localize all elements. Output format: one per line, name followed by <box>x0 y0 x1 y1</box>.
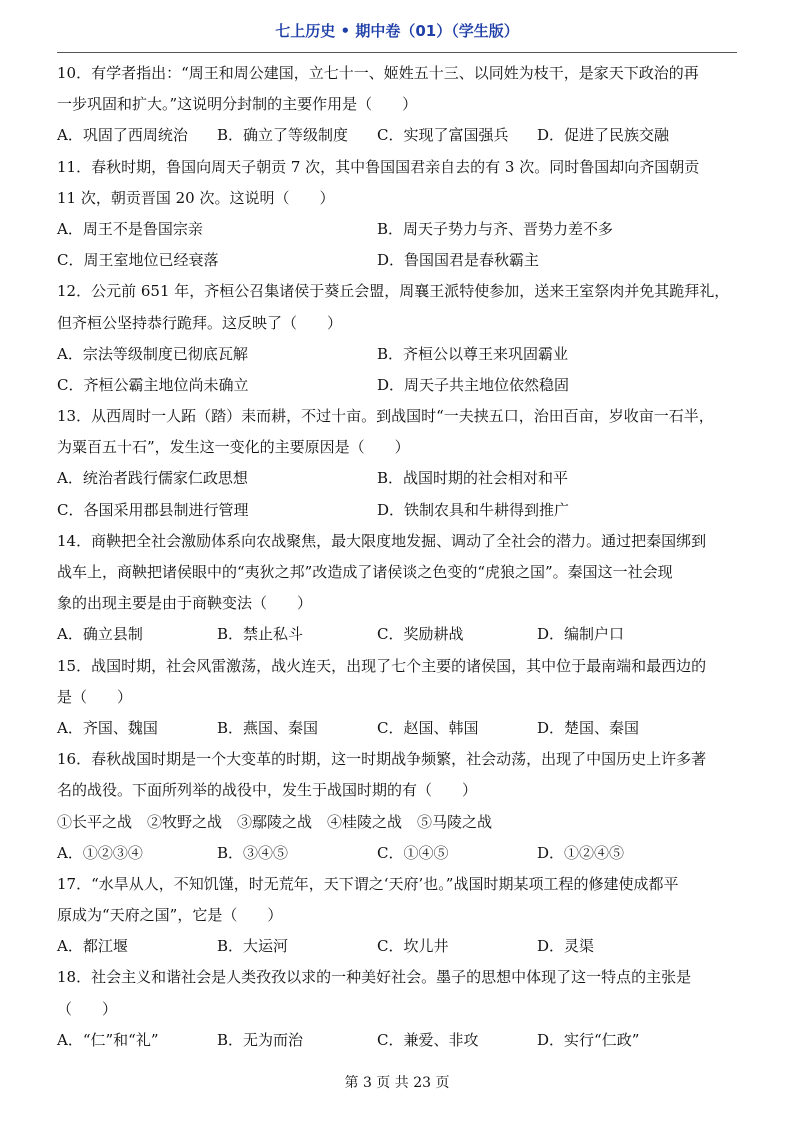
option-d: D．鲁国国君是春秋霸主 <box>377 251 540 270</box>
option-a: A．“仁”和“礼” <box>57 1030 159 1049</box>
question-11-options-row-2 <box>57 245 740 276</box>
option-b: B．周天子势力与齐、晋势力差不多 <box>377 219 614 238</box>
option-d: D．楚国、秦国 <box>537 718 640 737</box>
option-b: B．无为而治 <box>217 1030 304 1049</box>
question-12-options-row-1 <box>57 339 740 370</box>
page-header-title: 七上历史 • 期中卷（01）（学生版） <box>275 22 519 40</box>
option-b: B．齐桓公以尊王来巩固霸业 <box>377 344 569 363</box>
header-divider <box>57 52 737 53</box>
option-b: B．燕国、秦国 <box>217 718 319 737</box>
question-14-line-3: 象的出现主要是由于商鞅变法（ ） <box>57 594 313 613</box>
option-a: A．宗法等级制度已彻底瓦解 <box>57 344 248 363</box>
question-13-options-row-2 <box>57 495 740 526</box>
option-d: D．灵渠 <box>537 937 595 956</box>
option-a: A．确立县制 <box>57 625 143 644</box>
question-18-line-1: 18．社会主义和谐社会是人类孜孜以求的一种美好社会。墨子的思想中体现了这一特点的主张是 <box>57 968 692 987</box>
question-12-line-2: 但齐桓公坚持恭行跪拜。这反映了（ ） <box>57 313 343 332</box>
option-a: A．巩固了西周统治 <box>57 126 188 145</box>
question-17-line-1: 17．“水旱从人，不知饥馑，时无荒年，天下谓之‘天府’也。”战国时期某项工程的修建使成都平 <box>57 874 679 893</box>
question-13-line-1: 13．从西周时一人跖（踏）耒而耕，不过十亩。到战国时“一夫挟五口，治田百亩，岁收亩一石半， <box>57 407 714 426</box>
question-list <box>57 58 740 1056</box>
question-16-line-1: 16．春秋战国时期是一个大变革的时期，这一时期战争频繁，社会动荡，出现了中国历史上许多著 <box>57 750 707 769</box>
option-a: A．统治者践行儒家仁政思想 <box>57 469 248 488</box>
option-d: D．实行“仁政” <box>537 1030 640 1049</box>
option-b: B．确立了等级制度 <box>217 126 349 145</box>
option-d: D．铁制农具和牛耕得到推广 <box>377 500 570 519</box>
question-11-line-1: 11．春秋时期，鲁国向周天子朝贡 7 次，其中鲁国国君亲自去的有 3 次。同时鲁国却向齐国朝贡 <box>57 157 700 176</box>
option-c: C．奖励耕战 <box>377 625 464 644</box>
option-d: D．①②④⑤ <box>537 843 625 862</box>
question-18-line-2: （ ） <box>57 999 118 1018</box>
question-10-options <box>57 120 740 151</box>
question-18-options <box>57 1025 740 1056</box>
option-b: B．禁止私斗 <box>217 625 304 644</box>
option-a: A．①②③④ <box>57 843 143 862</box>
question-14-options <box>57 619 740 650</box>
option-d: D．编制户口 <box>537 625 625 644</box>
option-c: C．①④⑤ <box>377 843 449 862</box>
question-11-options-row-1 <box>57 214 740 245</box>
question-16-line-3: ①长平之战 ②牧野之战 ③鄢陵之战 ④桂陵之战 ⑤马陵之战 <box>57 812 493 831</box>
option-a: A．齐国、魏国 <box>57 718 158 737</box>
option-a: A．都江堰 <box>57 937 128 956</box>
question-15-line-1: 15．战国时期，社会风雷激荡，战火连天，出现了七个主要的诸侯国，其中位于最南端和最西边的 <box>57 656 707 675</box>
question-12-line-1: 12．公元前 651 年，齐桓公召集诸侯于葵丘会盟，周襄王派特使参加，送来王室祭肉并免其跪拜礼， <box>57 282 730 301</box>
option-d: D．周天子共主地位依然稳固 <box>377 375 570 394</box>
question-16-line-2: 名的战役。下面所列举的战役中，发生于战国时期的有（ ） <box>57 781 478 800</box>
question-11-line-2: 11 次，朝贡晋国 20 次。这说明（ ） <box>57 188 335 207</box>
question-17-options <box>57 931 740 962</box>
option-a: A．周王不是鲁国宗亲 <box>57 219 203 238</box>
question-10-line-2: 一步巩固和扩大。”这说明分封制的主要作用是（ ） <box>57 95 418 114</box>
question-17-line-2: 原成为“天府之国”，它是（ ） <box>57 906 283 925</box>
option-c: C．赵国、韩国 <box>377 718 479 737</box>
option-c: C．各国采用郡县制进行管理 <box>57 500 249 519</box>
question-14-line-1: 14．商鞅把全社会激励体系向农战聚焦，最大限度地发掘、调动了全社会的潜力。通过把秦国绑到 <box>57 531 707 550</box>
option-b: B．③④⑤ <box>217 843 289 862</box>
question-10-line-1: 10．有学者指出：“周王和周公建国，立七十一、姬姓五十三、以同姓为枝干，是家天下政治的再 <box>57 64 699 82</box>
option-b: B．战国时期的社会相对和平 <box>377 469 569 488</box>
option-b: B．大运河 <box>217 937 289 956</box>
question-16-options <box>57 838 740 869</box>
option-c: C．兼爱、非攻 <box>377 1030 479 1049</box>
option-d: D．促进了民族交融 <box>537 126 670 145</box>
question-15-line-2: 是（ ） <box>57 687 133 706</box>
question-15-options <box>57 713 740 744</box>
page-number: 第 3 页 共 23 页 <box>344 1075 450 1091</box>
question-13-options-row-1 <box>57 463 740 494</box>
option-c: C．实现了富国强兵 <box>377 126 509 145</box>
option-c: C．坎儿井 <box>377 937 449 956</box>
question-12-options-row-2 <box>57 370 740 401</box>
question-13-line-2: 为粟百五十石”，发生这一变化的主要原因是（ ） <box>57 438 410 457</box>
option-c: C．周王室地位已经衰落 <box>57 251 219 270</box>
question-14-line-2: 战车上，商鞅把诸侯眼中的“夷狄之邦”改造成了诸侯谈之色变的“虎狼之国”。秦国这一社会现 <box>57 563 673 581</box>
option-c: C．齐桓公霸主地位尚未确立 <box>57 375 249 394</box>
